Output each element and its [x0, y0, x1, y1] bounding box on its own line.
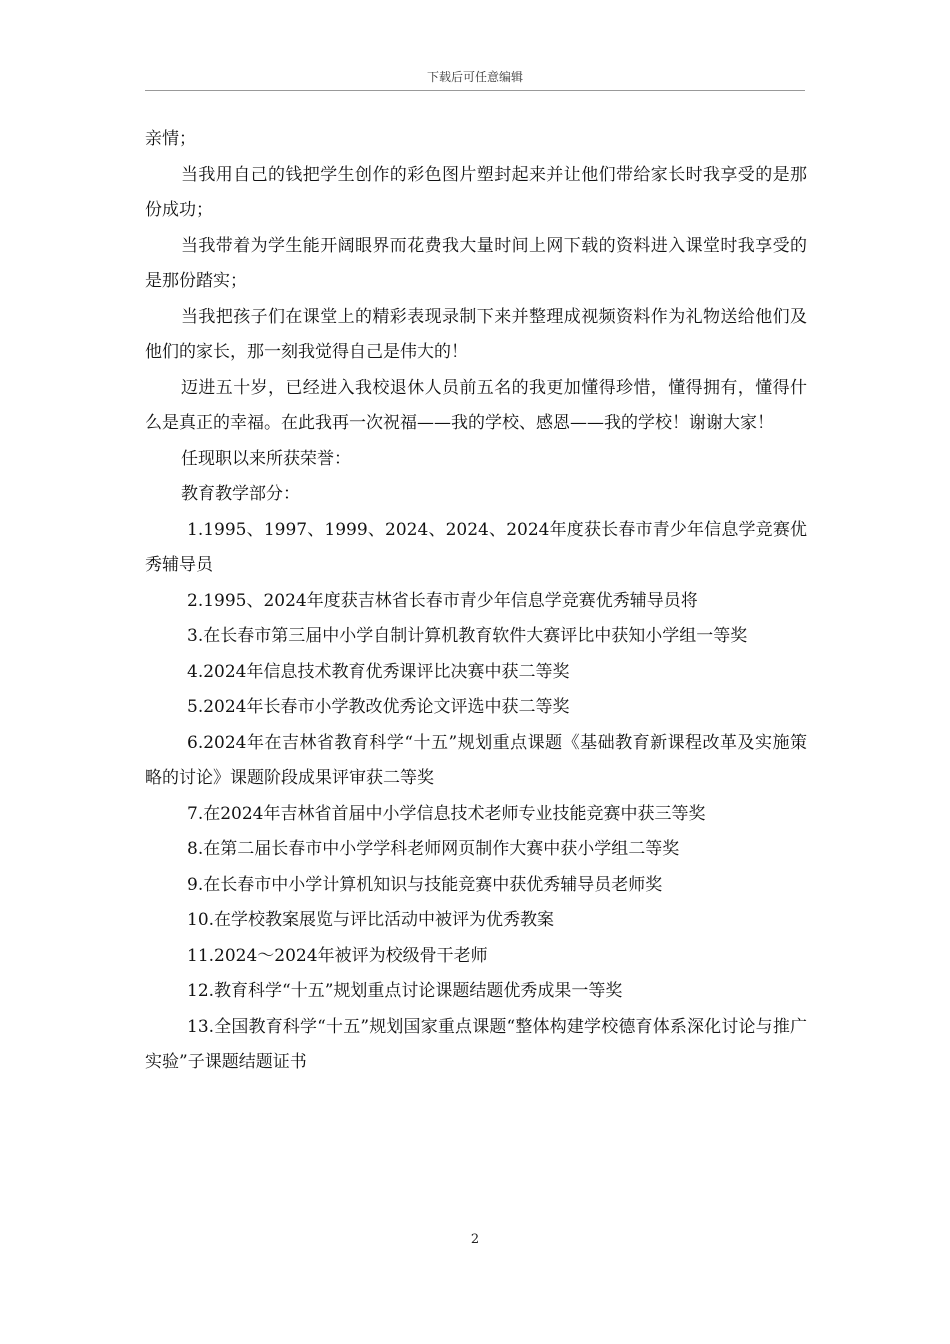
- paragraph: 当我把孩子们在课堂上的精彩表现录制下来并整理成视频资料作为礼物送给他们及他们的家长，那一刻我觉得自己是伟大的！: [145, 306, 807, 362]
- honor-item: 1.1995、1997、1999、2024、2024、2024年度获长春市青少年信息学竞赛优秀辅导员: [145, 519, 807, 575]
- honor-item: 3.在长春市第三届中小学自制计算机教育软件大赛评比中获知小学组一等奖: [187, 626, 748, 646]
- header-divider: [145, 90, 805, 91]
- honor-item: 7.在2024年吉林省首届中小学信息技术老师专业技能竞赛中获三等奖: [187, 803, 706, 824]
- honor-item: 6.2024年在吉林省教育科学“十五”规划重点课题《基础教育新课程改革及实施策略的讨论》课题阶段成果评审获二等奖: [145, 732, 807, 788]
- paragraph: 当我带着为学生能开阔眼界而花费我大量时间上网下载的资料进入课堂时我享受的是那份踏实；: [145, 235, 807, 291]
- honor-item: 9.在长春市中小学计算机知识与技能竞赛中获优秀辅导员老师奖: [187, 874, 663, 895]
- paragraph: 迈进五十岁，已经进入我校退休人员前五名的我更加懂得珍惜，懂得拥有，懂得什么是真正的幸福。在此我再一次祝福——我的学校、感恩——我的学校！谢谢大家！: [145, 377, 807, 433]
- paragraph-continuation: 亲情；: [145, 129, 196, 149]
- page-number: 2: [470, 1232, 480, 1247]
- honor-item: 8.在第二届长春市中小学学科老师网页制作大赛中获小学组二等奖: [187, 839, 680, 859]
- honor-item: 12.教育科学“十五”规划重点讨论课题结题优秀成果一等奖: [187, 981, 623, 1001]
- section-heading-honors: 任现职以来所获荣誉：: [181, 448, 351, 469]
- honor-item: 13.全国教育科学“十五”规划国家重点课题“整体构建学校德育体系深化讨论与推广实验”子课题结题证书: [145, 1016, 807, 1072]
- honor-item: 2.1995、2024年度获吉林省长春市青少年信息学竞赛优秀辅导员将: [187, 590, 698, 611]
- honor-item: 10.在学校教案展览与评比活动中被评为优秀教案: [187, 910, 555, 930]
- page-header: 下载后可任意编辑: [426, 70, 523, 84]
- subsection-heading-teaching: 教育教学部分：: [181, 484, 300, 504]
- honor-item: 5.2024年长春市小学教改优秀论文评选中获二等奖: [187, 697, 570, 717]
- document-body: [145, 122, 807, 1081]
- honor-item: 4.2024年信息技术教育优秀课评比决赛中获二等奖: [187, 661, 570, 682]
- paragraph: 当我用自己的钱把学生创作的彩色图片塑封起来并让他们带给家长时我享受的是那份成功；: [145, 164, 807, 220]
- honor-item: 11.2024～2024年被评为校级骨干老师: [187, 945, 488, 966]
